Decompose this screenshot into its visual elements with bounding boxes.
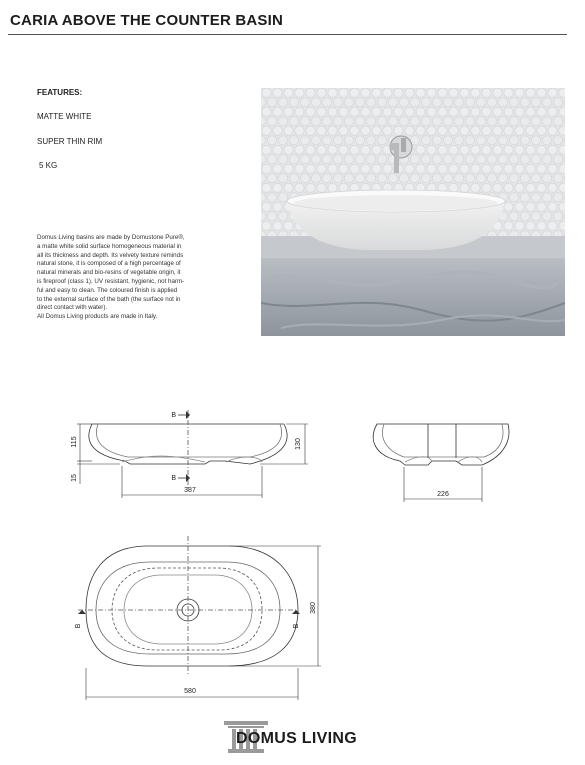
dimension-label: 115: [71, 436, 78, 448]
dimension-label: 130: [295, 438, 302, 450]
product-description: Domus Living basins are made by Domustone Pure®, a matte white solid surface homogeneous material in all its thickness and depth. Its velvety texture reminds natural stone, it is composed of a high percentage of natural minerals and bio-resins of vegetable origin, it is fireproof (class 1), UV resistant, hygienic, not harm- ful and easy to clean. The coloured finish is applied to the external surface of the bath (the surface not in direct contact with water). All Domus Living products are made in Italy.: [37, 234, 185, 321]
section-marker: B: [171, 412, 176, 419]
feature-item: MATTE WHITE: [37, 112, 92, 121]
dimension-label: 387: [184, 487, 196, 494]
section-marker: B: [171, 475, 176, 482]
dimension-label: 15: [71, 474, 78, 482]
page-title: CARIA ABOVE THE COUNTER BASIN: [10, 12, 284, 29]
dimension-label: 226: [437, 491, 449, 498]
section-marker: B: [75, 623, 82, 629]
feature-item: 5 KG: [39, 161, 58, 170]
dimension-label: 380: [310, 602, 317, 614]
feature-item: SUPER THIN RIM: [37, 137, 103, 146]
section-marker: B: [293, 623, 300, 629]
features-heading: FEATURES:: [37, 88, 83, 97]
brand-name: DOMUS LIVING: [236, 730, 357, 747]
dimension-label: 580: [184, 688, 196, 695]
